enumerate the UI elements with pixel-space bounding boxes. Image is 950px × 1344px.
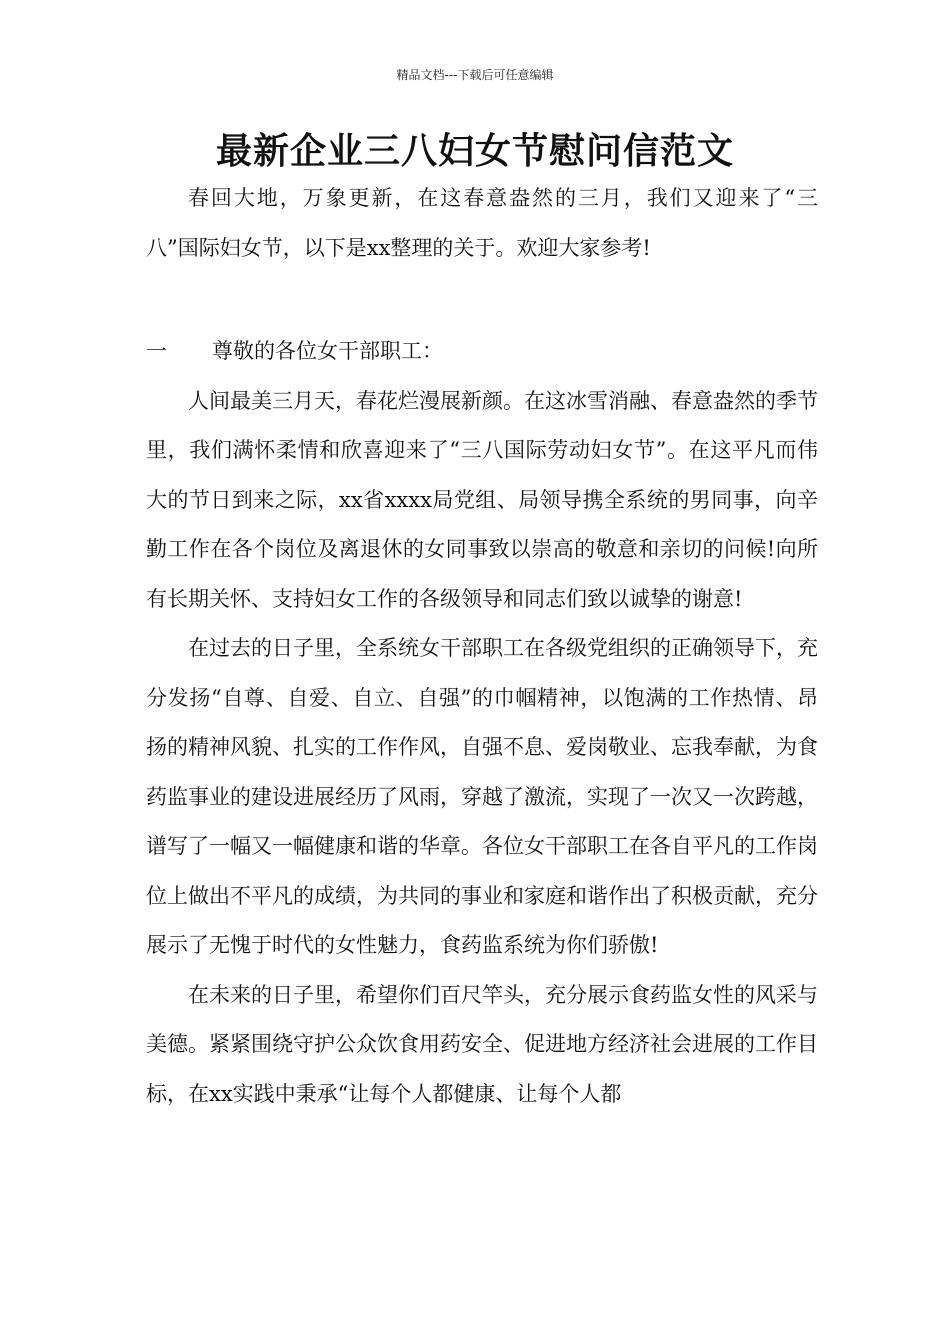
section-number: 一 [146,339,167,363]
intro-paragraph: 春回大地，万象更新，在这春意盎然的三月，我们又迎来了“三八”国际妇女节，以下是xx整理的关于。欢迎大家参考! [146,186,818,260]
salutation: 尊敬的各位女干部职工： [212,339,443,363]
document-body [146,174,818,1119]
body-paragraph: 在过去的日子里，全系统女干部职工在各级党组织的正确领导下，充分发扬“自尊、自爱、自立、自强”的巾帼精神，以饱满的工作热情、昂扬的精神风貌、扎实的工作作风，自强不息、爱岗敬业、忘我奉献，为食药监事业的建设进展经历了风雨，穿越了激流，实现了一次又一次跨越，谱写了一幅又一幅健康和谐的华章。各位女干部职工在各自平凡的工作岗位上做出不平凡的成绩，为共同的事业和家庭和谐作出了积极贡献，充分展示了无愧于时代的女性魅力，食药监系统为你们骄傲! [146,636,818,957]
spacer [146,273,818,327]
section-heading [146,327,818,377]
page-header: 精品文档---下载后可任意编辑 [396,68,554,82]
body-paragraph: 人间最美三月天，春花烂漫展新颜。在这冰雪消融、春意盎然的季节里，我们满怀柔情和欣喜迎来了“三八国际劳动妇女节”。在这平凡而伟大的节日到来之际，xx省xxxx局党组、局领导携全系统的男同事，向辛勤工作在各个岗位及离退休的女同事致以崇高的敬意和亲切的问候!向所有长期关怀、支持妇女工作的各级领导和同志们致以诚挚的谢意! [146,388,818,611]
document-title: 最新企业三八妇女节慰问信范文 [215,131,734,172]
body-paragraph: 在未来的日子里，希望你们百尺竿头，充分展示食药监女性的风采与美德。紧紧围绕守护公众饮食用药安全、促进地方经济社会进展的工作目标，在xx实践中秉承“让每个人都健康、让每个人都 [146,982,818,1106]
